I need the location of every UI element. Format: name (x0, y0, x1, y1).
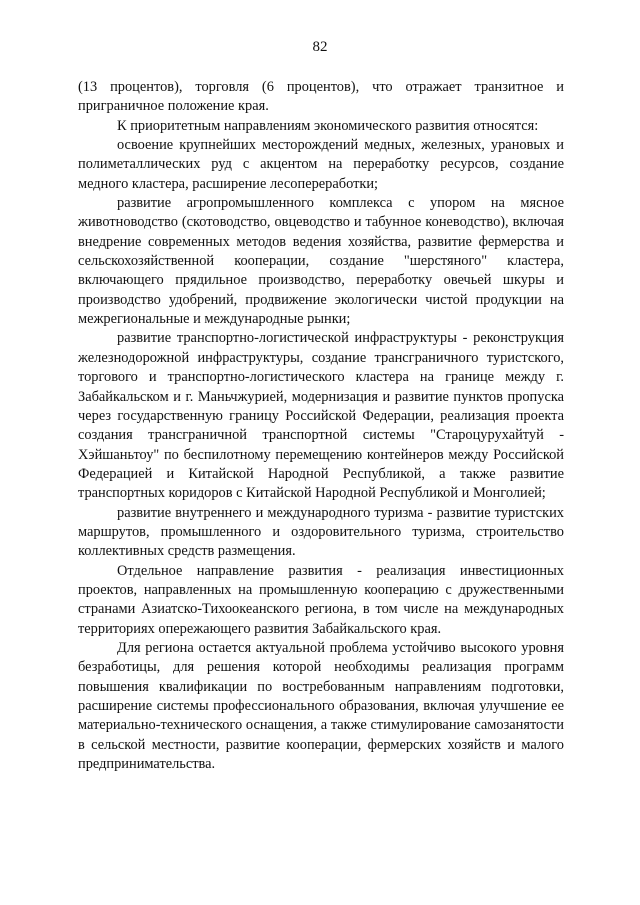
paragraph-tourism: развитие внутреннего и международного туризма - развитие туристских маршрутов, промышленного и оздоровительного туризма, строительство коллективных средств размещения. (78, 504, 564, 560)
page-number: 82 (312, 39, 328, 55)
paragraph-priorities-intro: К приоритетным направлениям экономического развития относятся: (117, 117, 539, 134)
paragraph-continuation: (13 процентов), торговля (6 процентов), что отражает транзитное и приграничное положение края. (78, 79, 564, 115)
paragraph-unemployment: Для региона остается актуальной проблема устойчиво высокого уровня безработицы, для решения которой необходимы реализация программ повышения квалификации по востребованным направлениям подготовки, расширение системы профессионального образования, включая улучшение ее материально-технического оснащения, а также стимулирование самозанятости в сельской местности, развитие кооперации, фермерских хозяйств и малого предпринимательства. (78, 639, 564, 773)
paragraph-mining: освоение крупнейших месторождений медных, железных, урановых и полиметаллических руд с акцентом на переработку ресурсов, создание медного кластера, расширение лесопереработки; (78, 137, 564, 192)
paragraph-agro: развитие агропромышленного комплекса с упором на мясное животноводство (скотоводство, овцеводство и табунное коневодство), включая внедрение современных методов ведения хозяйства, развитие фермерства и сельскохозяйственной кооперации, создание "шерстяного" кластера, включающего прядильное производство, переработку овечьей шкуры и производство удобрений, продвижение экологически чистой продукции на межрегиональные и международные рынки; (78, 195, 564, 328)
document-body (78, 78, 564, 774)
paragraph-transport: развитие транспортно-логистической инфраструктуры - реконструкция железнодорожной инфраструктуры, создание трансграничного туристского, торгового и транспортно-логистического кластера на границе между г. Забайкальском и г. Маньчжурией, модернизация и развитие пунктов пропуска через государственную границу Российской Федерации, реализация проекта создания трансграничной транспортной системы "Староцурухайтуй - Хэйшаньтоу" по беспилотному перемещению контейнеров между Российской Федерацией и Китайской Народной Республикой, а также развитие транспортных коридоров с Китайской Народной Республикой и Монголией; (78, 330, 564, 502)
paragraph-investment: Отдельное направление развития - реализация инвестиционных проектов, направленных на промышленную кооперацию с дружественными странами Азиатско-Тихоокеанского региона, в том числе на международных территориях опережающего развития Забайкальского края. (78, 562, 564, 637)
